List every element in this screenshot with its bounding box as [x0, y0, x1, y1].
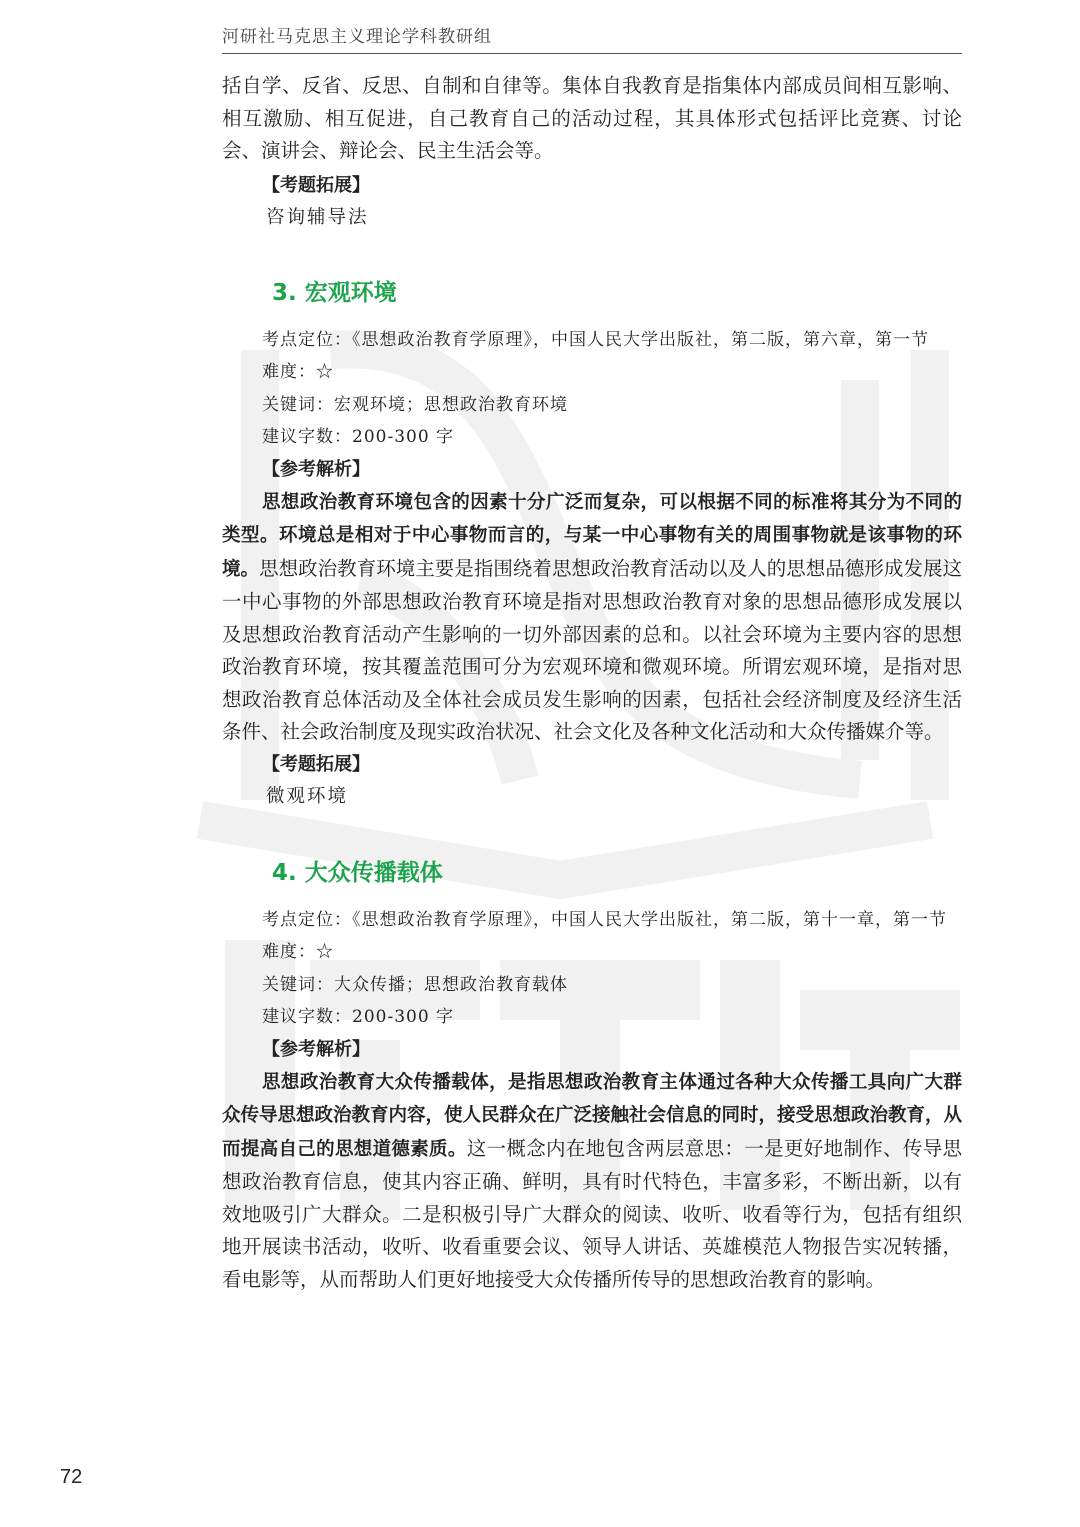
section-4-analysis-label: 【参考解析】 — [262, 1038, 370, 1060]
page-content — [222, 68, 962, 1296]
section-3-extension-item: 微观环境 — [266, 785, 349, 807]
section-3-extension-label: 【考题拓展】 — [262, 753, 370, 775]
section-3-analysis-rest: 思想政治教育环境主要是指围绕着思想政治教育活动以及人的思想品德形成发展这一中心事物的外部思想政治教育环境是指对思想政治教育对象的思想品德形成发展以及思想政治教育活动产生影响的一切外部因素的总和。以社会环境为主要内容的思想政治教育环境，按其覆盖范围可分为宏观环境和微观环境。所谓宏观环境，是指对思想政治教育总体活动及全体社会成员发生影响的因素，包括社会经济制度及经济生活条件、社会政治制度及现实政治状况、社会文化及各种文化活动和大众传播媒介等。 — [222, 556, 962, 743]
extension-item: 咨询辅导法 — [266, 206, 369, 228]
section-3-meta — [222, 324, 962, 454]
section-3-word-count: 建议字数：200-300 字 — [262, 427, 455, 447]
section-3-analysis — [222, 486, 962, 749]
section-4-analysis-rest: 这一概念内在地包含两层意思：一是更好地制作、传导思想政治教育信息，使其内容正确、鲜明，具有时代特色，丰富多彩，不断出新，以有效地吸引广大群众。二是积极引导广大群众的阅读、收听、收看等行为，包括有组织地开展读书活动，收听、收看重要会议、领导人讲话、英雄模范人物报告实况转播，看电影等，从而帮助人们更好地接受大众传播所传导的思想政治教育的影响。 — [222, 1136, 962, 1291]
section-title-4: 4. 大众传播载体 — [272, 859, 443, 886]
section-3-keywords: 关键词：宏观环境；思想政治教育环境 — [262, 394, 568, 415]
page-header: 河研社马克思主义理论学科教研组 — [222, 22, 962, 54]
page-number: 72 — [60, 1466, 83, 1488]
section-3-analysis-label: 【参考解析】 — [262, 458, 370, 480]
section-3-difficulty: 难度：☆ — [262, 362, 334, 382]
section-4-meta — [222, 904, 962, 1034]
section-4-analysis-bold: 思想政治教育大众传播载体，是指思想政治教育主体通过各种大众传播工具向广大群众传导思想政治教育内容，使人民群众在广泛接触社会信息的同时，接受思想政治教育，从而提高自己的思想道德素质。 — [222, 1071, 963, 1160]
section-title-3: 3. 宏观环境 — [272, 279, 397, 306]
extension-label: 【考题拓展】 — [262, 174, 370, 196]
section-4-keywords: 关键词：大众传播；思想政治教育载体 — [262, 974, 568, 995]
section-4-location: 考点定位：《思想政治教育学原理》，中国人民大学出版社，第二版，第十一章，第一节 — [262, 909, 947, 930]
section-4-analysis — [222, 1066, 962, 1297]
section-3-location: 考点定位：《思想政治教育学原理》，中国人民大学出版社，第二版，第六章，第一节 — [262, 329, 929, 350]
section-3-analysis-bold: 思想政治教育环境包含的因素十分广泛而复杂，可以根据不同的标准将其分为不同的类型。环境总是相对于中心事物而言的，与某一中心事物有关的周围事物就是该事物的环境。 — [222, 491, 962, 580]
section-4-word-count: 建议字数：200-300 字 — [262, 1007, 455, 1027]
section-4-difficulty: 难度：☆ — [262, 942, 334, 962]
intro-paragraph: 括自学、反省、反思、自制和自律等。集体自我教育是指集体内部成员间相互影响、相互激励、相互促进，自己教育自己的活动过程，其具体形式包括评比竞赛、讨论会、演讲会、辩论会、民主生活会等。 — [222, 74, 962, 162]
